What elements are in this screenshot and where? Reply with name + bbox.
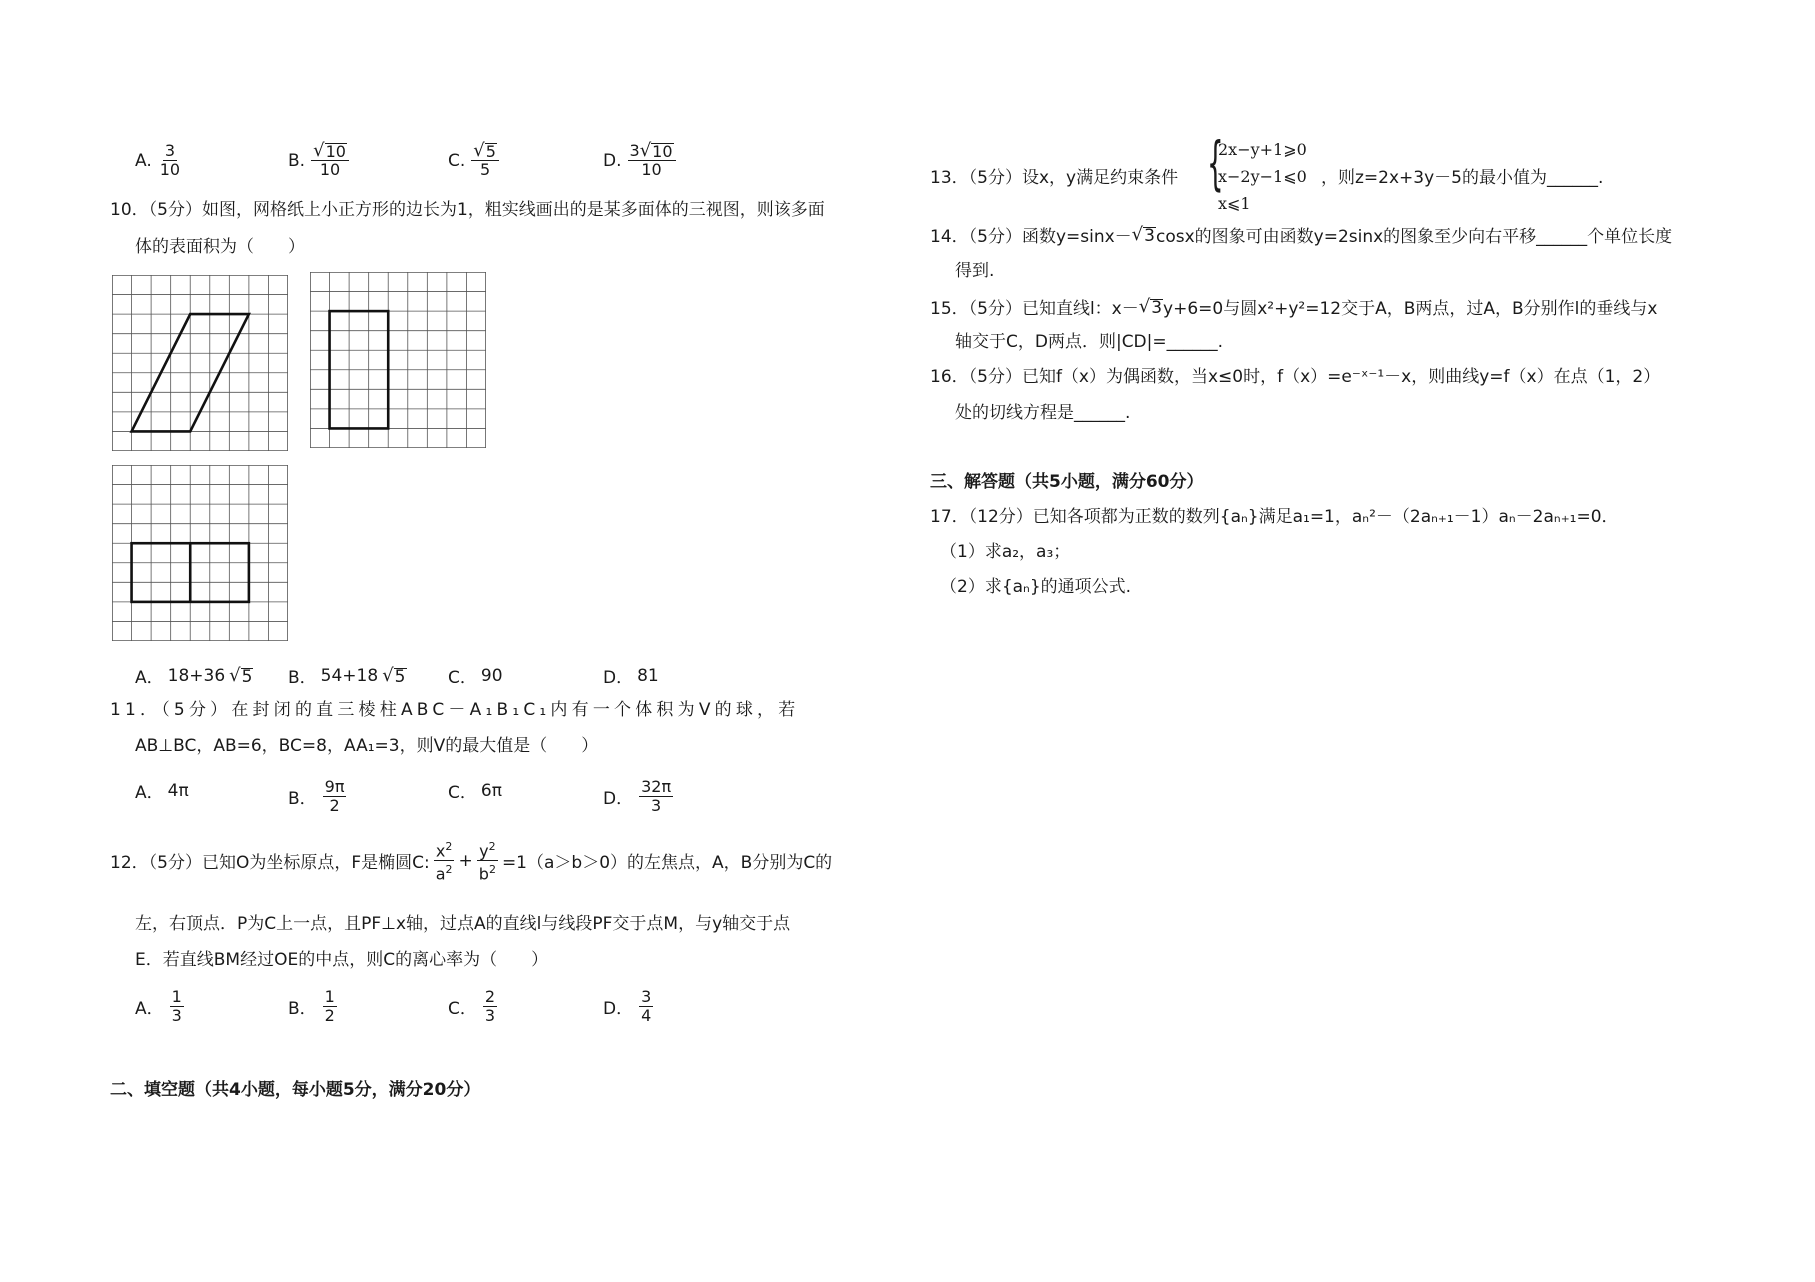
radicand: 10 [652, 142, 673, 161]
denominator: 10 [159, 160, 181, 179]
q9-option-a [135, 142, 184, 179]
q12-text-line1 [110, 838, 832, 884]
side-view-figure [310, 272, 486, 448]
q15-text-pre: 15．（5分）已知直线l：x－ [930, 299, 1139, 319]
q13-text-post: ，则z=2x+3y－5的最小值为______. [1321, 168, 1604, 188]
sqrt-sign: √ [639, 140, 652, 161]
option-text: 81 [637, 665, 659, 686]
sqrt-sign: √ [313, 140, 325, 161]
numerator: 1 [324, 987, 335, 1006]
q10-option-b [288, 663, 407, 688]
exponent: 2 [488, 840, 496, 853]
numerator: 2 [484, 987, 496, 1006]
q10-option-c [448, 663, 503, 688]
option-label: D． [603, 999, 634, 1019]
y-var: y [479, 841, 489, 861]
fraction [639, 988, 653, 1025]
denominator: 3 [171, 1006, 182, 1025]
top-view-figure [112, 465, 288, 641]
sqrt [640, 142, 674, 160]
denominator: 3 [651, 796, 662, 815]
denominator [434, 861, 455, 883]
numerator: 3 [641, 987, 652, 1006]
denominator: 10 [641, 160, 662, 179]
q14-text-line2: 得到. [955, 261, 995, 281]
sqrt-sign: √ [1138, 295, 1151, 317]
q12-text-pre: 12．（5分）已知O为坐标原点，F是椭圆C: [110, 853, 430, 874]
radicand: 3 [1144, 225, 1155, 246]
q15-text-line2: 轴交于C，D两点．则|CD|=______. [955, 332, 1224, 352]
option-label: A. [135, 150, 152, 171]
sqrt [1131, 223, 1156, 246]
coefficient: 3 [629, 141, 640, 160]
q11-text-line2: AB⊥BC，AB=6，BC=8，AA₁=3，则V的最大值是（ ） [135, 736, 599, 756]
q11-option-c [448, 778, 502, 803]
q12-text-line2: 左，右顶点．P为C上一点，且PF⊥x轴，过点A的直线l与线段PF交于点M，与y轴交于点 [135, 914, 791, 934]
x-var: x [435, 841, 446, 861]
option-label: D． [603, 789, 634, 809]
q12-option-a [135, 988, 186, 1025]
q14-text-line1 [930, 222, 1672, 247]
q11-option-d [603, 778, 675, 815]
option-label: A． [135, 668, 164, 688]
q14-text-post: cosx的图象可由函数y=2sinx的图象至少向右平移______个单位长度 [1155, 227, 1673, 247]
fraction [483, 988, 497, 1025]
q12-text-post: =1（a＞b＞0）的左焦点，A，B分别为C的 [501, 853, 833, 874]
option-text: 4π [167, 780, 189, 801]
fraction [158, 142, 182, 179]
denominator: 10 [319, 160, 341, 179]
numerator: 3 [164, 141, 175, 160]
exponent: 2 [445, 863, 453, 877]
b-var: b [478, 864, 489, 884]
denominator: 5 [480, 160, 491, 179]
q17-text-line1: 17．（12分）已知各项都为正数的数列{aₙ}满足a₁=1，aₙ²－（2aₙ₊₁－1）aₙ－2aₙ₊₁=0． [930, 507, 1619, 527]
option-label: D. [603, 150, 622, 171]
q12-option-d [603, 988, 655, 1025]
q9-option-c [448, 142, 501, 179]
sqrt-sign: √ [229, 664, 241, 686]
section-2-heading: 二、填空题（共4小题，每小题5分，满分20分） [110, 1080, 481, 1100]
q15-text-post: y+6=0与圆x²+y²=12交于A，B两点，过A，B分别作l的垂线与x [1163, 299, 1658, 319]
fraction [639, 778, 673, 815]
fraction [471, 142, 499, 179]
option-text: 90 [480, 665, 503, 686]
q16-text-line2: 处的切线方程是______. [955, 403, 1131, 423]
q16-text-line1: 16．（5分）已知f（x）为偶函数，当x≤0时，f（x）=e⁻ˣ⁻¹－x，则曲线y=f（x）在点（1，2） [930, 367, 1661, 387]
numerator [628, 142, 676, 161]
exponent: 2 [488, 863, 496, 877]
sqrt [1138, 295, 1163, 318]
constraint-2: x−2y−1⩽0 [1218, 167, 1307, 186]
option-label: C. [448, 150, 466, 171]
q10-option-a [135, 663, 253, 688]
numerator [477, 838, 497, 861]
denominator: 2 [329, 796, 340, 815]
numerator: 9π [324, 777, 345, 796]
radicand: 3 [1151, 297, 1163, 318]
q15-text-line1 [930, 294, 1657, 319]
option-text: 6π [480, 780, 502, 801]
option-label: B. [288, 150, 306, 171]
fraction [323, 778, 347, 815]
fraction [323, 988, 337, 1025]
q17-part1: （1）求a₂，a₃； [940, 542, 1071, 562]
option-label: B． [288, 668, 317, 688]
option-label: B． [288, 789, 317, 809]
grid-lines [310, 272, 486, 448]
radicand: 5 [241, 666, 253, 687]
denominator: 4 [641, 1006, 652, 1025]
sqrt [473, 142, 497, 160]
q10-text-line2: 体的表面积为（ ） [135, 237, 305, 257]
constraint-3: x⩽1 [1218, 194, 1251, 213]
fraction [311, 142, 349, 179]
q11-option-a [135, 778, 189, 803]
option-label: C． [448, 783, 477, 803]
fraction [170, 988, 184, 1025]
radicand: 10 [325, 142, 346, 161]
radicand: 5 [485, 142, 496, 161]
q12-text-line3: E．若直线BM经过OE的中点，则C的离心率为（ ） [135, 950, 549, 970]
a-var: a [435, 864, 446, 884]
option-label: C． [448, 668, 477, 688]
denominator [477, 861, 498, 883]
plus-sign: + [458, 850, 473, 871]
sqrt [382, 664, 406, 687]
grid-lines [112, 465, 288, 641]
ellipse-fraction-y [477, 838, 498, 884]
option-label: C． [448, 999, 477, 1019]
sqrt-sign: √ [473, 140, 485, 161]
constraint-1: 2x−y+1⩾0 [1218, 140, 1307, 159]
radicand: 5 [394, 666, 406, 687]
left-brace: { [1207, 129, 1224, 197]
q9-option-b [288, 142, 351, 179]
sqrt [229, 664, 253, 687]
numerator [434, 838, 454, 861]
q12-option-b [288, 988, 339, 1025]
ellipse-fraction-x [434, 838, 455, 884]
q11-option-b [288, 778, 348, 815]
option-label: A． [135, 999, 164, 1019]
q11-text-line1: 11．（5分）在封闭的直三棱柱ABC－A₁B₁C₁内有一个体积为V的球，若 [110, 700, 800, 720]
numerator [471, 142, 499, 161]
denominator: 2 [324, 1006, 335, 1025]
exponent: 2 [445, 840, 453, 853]
q14-text-pre: 14．（5分）函数y=sinx－ [930, 227, 1132, 247]
denominator: 3 [484, 1006, 496, 1025]
option-text: 18+36 [167, 665, 226, 686]
sqrt-sign: √ [1131, 223, 1144, 245]
q9-option-d [603, 142, 678, 179]
q17-part2: （2）求{aₙ}的通项公式. [940, 577, 1132, 597]
front-view-figure [112, 275, 288, 451]
sqrt [313, 142, 347, 160]
section-3-heading: 三、解答题（共5小题，满分60分） [930, 472, 1204, 492]
option-label: D． [603, 668, 634, 688]
option-label: A． [135, 783, 164, 803]
option-text: 54+18 [320, 665, 379, 686]
numerator: 32π [641, 777, 672, 796]
q10-option-d [603, 663, 659, 688]
q12-option-c [448, 988, 499, 1025]
fraction [628, 142, 676, 179]
sqrt-sign: √ [382, 664, 394, 686]
grid-lines [112, 275, 288, 451]
q13-text-pre: 13．（5分）设x，y满足约束条件 [930, 168, 1179, 188]
numerator [311, 142, 349, 161]
numerator: 1 [171, 987, 182, 1006]
option-label: B． [288, 999, 317, 1019]
q10-text-line1: 10．（5分）如图，网格纸上小正方形的边长为1，粗实线画出的是某多面体的三视图，则该多面 [110, 200, 825, 220]
